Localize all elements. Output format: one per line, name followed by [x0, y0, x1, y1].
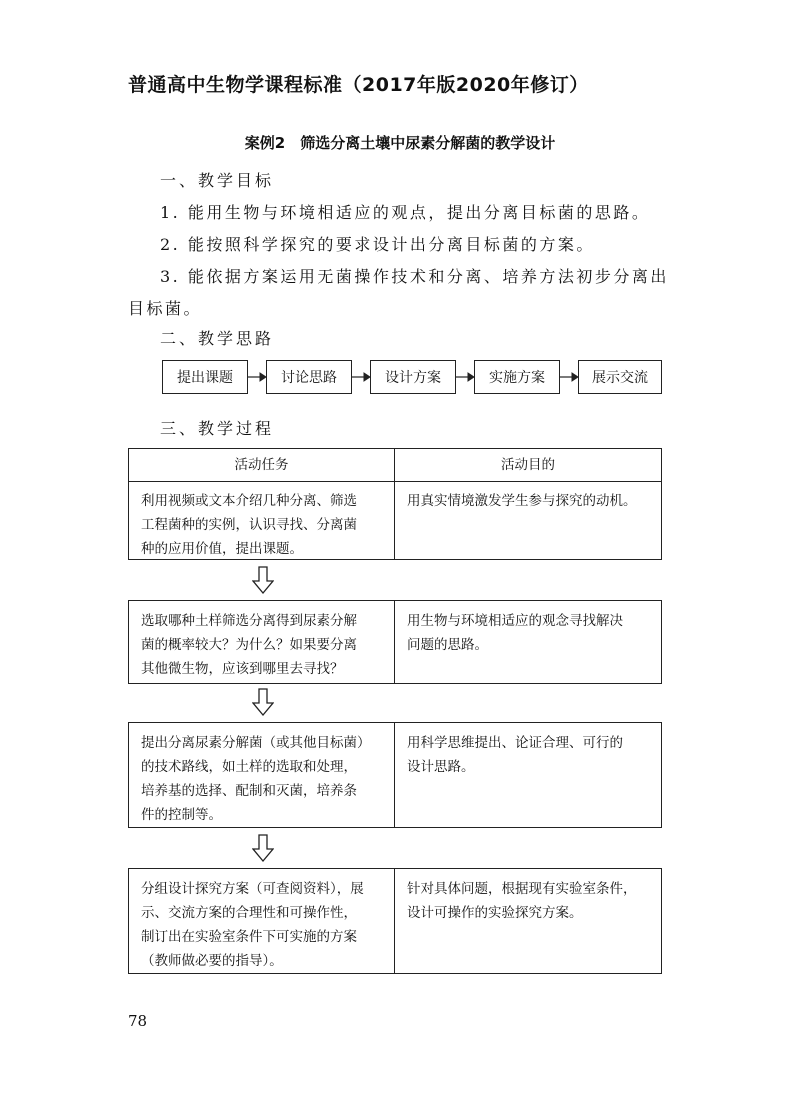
purpose-line: 用真实情境激发学生参与探究的动机。: [407, 493, 637, 509]
task-line: 的技术路线，如土样的选取和处理，: [141, 759, 357, 775]
process-table-block-3: [128, 722, 662, 828]
purpose-cell: [395, 481, 661, 559]
task-line: 菌的概率较大？为什么？如果要分离: [141, 637, 357, 653]
purpose-line: 用生物与环境相适应的观念寻找解决: [407, 613, 623, 629]
task-cell: [129, 481, 395, 559]
task-line: 分组设计探究方案（可查阅资料），展: [141, 881, 364, 897]
task-cell: [129, 869, 395, 973]
flow-box-design-plan: 设计方案: [370, 360, 456, 394]
purpose-line: 设计可操作的实验探究方案。: [407, 905, 583, 921]
task-line: 件的控制等。: [141, 807, 222, 823]
flow-box-propose-topic: 提出课题: [162, 360, 248, 394]
purpose-cell: [395, 723, 661, 827]
purpose-line: 针对具体问题，根据现有实验室条件，: [407, 881, 637, 897]
down-arrow-icon: [252, 566, 274, 594]
process-table-block-4: [128, 868, 662, 974]
table-row: [129, 869, 661, 973]
task-line: 选取哪种土样筛选分离得到尿素分解: [141, 613, 357, 629]
section-heading-process: 三、教学过程: [160, 419, 275, 438]
process-table-block-2: [128, 600, 662, 684]
flow-box-discuss-ideas: 讨论思路: [266, 360, 352, 394]
case-title: 案例2 筛选分离土壤中尿素分解菌的教学设计: [244, 134, 556, 152]
flow-box-present-exchange: 展示交流: [578, 360, 662, 394]
flow-arrow-1: [248, 373, 266, 381]
table-row: [129, 481, 661, 559]
objective-item-1: 1. 能用生物与环境相适应的观点，提出分离目标菌的思路。: [160, 203, 651, 222]
purpose-line: 用科学思维提出、论证合理、可行的: [407, 735, 623, 751]
down-arrow-icon: [252, 688, 274, 716]
task-line: （教师做必要的指导）。: [141, 953, 283, 969]
flow-arrow-3: [456, 373, 474, 381]
table-header-row: [129, 449, 661, 482]
task-line: 提出分离尿素分解菌（或其他目标菌）: [141, 735, 371, 751]
down-arrow-icon: [252, 834, 274, 862]
purpose-cell: [395, 869, 661, 973]
section-heading-objectives: 一、教学目标: [160, 171, 275, 190]
task-line: 示、交流方案的合理性和可操作性，: [141, 905, 357, 921]
flow-box-implement-plan: 实施方案: [474, 360, 560, 394]
objective-item-3-continued: 目标菌。: [128, 299, 203, 318]
task-cell: [129, 723, 395, 827]
purpose-cell: [395, 601, 661, 683]
task-line: 制订出在实验室条件下可实施的方案: [141, 929, 357, 945]
task-cell: [129, 601, 395, 683]
task-line: 其他微生物，应该到哪里去寻找？: [141, 661, 344, 677]
table-row: [129, 723, 661, 827]
running-header: 普通高中生物学课程标准（2017年版2020年修订）: [128, 74, 589, 96]
process-table-block-1: [128, 448, 662, 560]
task-line: 利用视频或文本介绍几种分离、筛选: [141, 493, 357, 509]
section-heading-approach: 二、教学思路: [160, 329, 275, 348]
objective-item-2: 2. 能按照科学探究的要求设计出分离目标菌的方案。: [160, 235, 595, 254]
column-header-purpose: 活动目的: [501, 457, 555, 473]
task-line: 工程菌种的实例，认识寻找、分离菌: [141, 517, 357, 533]
objective-item-3: 3. 能依据方案运用无菌操作技术和分离、培养方法初步分离出: [160, 267, 669, 286]
flow-arrow-2: [352, 373, 370, 381]
flow-arrow-4: [560, 373, 578, 381]
purpose-line: 设计思路。: [407, 759, 475, 775]
task-line: 培养基的选择、配制和灭菌，培养条: [141, 783, 357, 799]
purpose-line: 问题的思路。: [407, 637, 488, 653]
table-row: [129, 601, 661, 683]
column-header-task: 活动任务: [129, 449, 395, 481]
page-number: 78: [128, 1012, 148, 1030]
task-line: 种的应用价值，提出课题。: [141, 541, 303, 557]
